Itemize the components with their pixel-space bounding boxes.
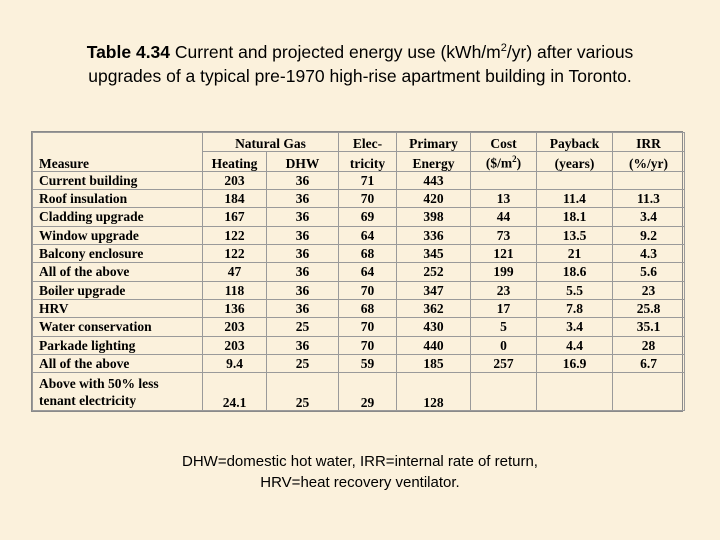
cell-measure: Water conservation [33, 318, 203, 336]
cell-heating: 24.1 [203, 373, 267, 411]
table-caption [20, 40, 700, 88]
cell-heating: 167 [203, 208, 267, 226]
cell-measure: Roof insulation [33, 189, 203, 207]
cell-irr: 35.1 [613, 318, 685, 336]
cell-measure: Balcony enclosure [33, 244, 203, 262]
cell-dhw: 36 [267, 336, 339, 354]
cell-electricity: 71 [339, 171, 397, 189]
cell-payback: 13.5 [537, 226, 613, 244]
header-payback-bottom: (years) [537, 152, 613, 172]
table-row [33, 171, 685, 189]
energy-use-table [32, 132, 685, 411]
cell-dhw: 36 [267, 244, 339, 262]
cell-heating: 136 [203, 299, 267, 317]
table-row [33, 299, 685, 317]
cell-measure [33, 373, 203, 411]
cell-dhw: 25 [267, 373, 339, 411]
cell-payback: 4.4 [537, 336, 613, 354]
cell-primary: 443 [397, 171, 471, 189]
table-row [33, 263, 685, 281]
header-primary-bottom: Energy [397, 152, 471, 172]
caption-line-1 [20, 40, 700, 64]
header-irr-bottom: (%/yr) [613, 152, 685, 172]
cell-irr: 9.2 [613, 226, 685, 244]
cell-heating: 203 [203, 318, 267, 336]
cell-primary: 128 [397, 373, 471, 411]
energy-table-container [31, 131, 683, 412]
cell-cost: 13 [471, 189, 537, 207]
caption-superscript: 2 [500, 42, 507, 55]
cell-electricity: 64 [339, 263, 397, 281]
table-number: Table 4.34 [86, 42, 171, 62]
cell-payback: 5.5 [537, 281, 613, 299]
table-row [33, 189, 685, 207]
header-primary-top: Primary [397, 133, 471, 152]
cell-payback [537, 171, 613, 189]
caption-line-2: upgrades of a typical pre-1970 high-rise apartment building in Toronto. [88, 66, 632, 86]
header-cost-top: Cost [471, 133, 537, 152]
table-row [33, 244, 685, 262]
cell-payback: 16.9 [537, 354, 613, 372]
cell-dhw: 25 [267, 354, 339, 372]
cell-irr: 25.8 [613, 299, 685, 317]
cell-irr: 5.6 [613, 263, 685, 281]
cell-heating: 203 [203, 336, 267, 354]
cell-heating: 118 [203, 281, 267, 299]
header-cost-bottom [471, 152, 537, 172]
cell-irr: 6.7 [613, 354, 685, 372]
cell-electricity: 68 [339, 299, 397, 317]
cost-unit-prefix: ($/m [485, 155, 513, 171]
cell-electricity: 70 [339, 318, 397, 336]
cell-cost: 73 [471, 226, 537, 244]
cell-cost: 17 [471, 299, 537, 317]
measure-line-2: tenant electricity [39, 392, 137, 408]
cell-payback: 18.1 [537, 208, 613, 226]
cell-payback: 18.6 [537, 263, 613, 281]
cell-measure: Current building [33, 171, 203, 189]
caption-text-end: /yr) after various [506, 42, 634, 62]
header-irr-top: IRR [613, 133, 685, 152]
cell-measure: Boiler upgrade [33, 281, 203, 299]
cell-dhw: 36 [267, 281, 339, 299]
cell-dhw: 36 [267, 263, 339, 281]
cell-measure: Window upgrade [33, 226, 203, 244]
footnote-line-1: DHW=domestic hot water, IRR=internal rate of return, [182, 453, 538, 470]
header-payback-top: Payback [537, 133, 613, 152]
table-row [33, 226, 685, 244]
cell-dhw: 36 [267, 189, 339, 207]
cell-payback [537, 373, 613, 411]
table-row [33, 318, 685, 336]
cell-electricity: 29 [339, 373, 397, 411]
cell-primary: 336 [397, 226, 471, 244]
table-body [33, 171, 685, 411]
cell-dhw: 36 [267, 299, 339, 317]
cell-heating: 184 [203, 189, 267, 207]
cell-payback: 3.4 [537, 318, 613, 336]
cost-unit-sup: 2 [512, 154, 517, 164]
cost-unit-suffix: ) [516, 155, 522, 171]
cell-measure: Parkade lighting [33, 336, 203, 354]
header-dhw: DHW [267, 152, 339, 172]
header-natural-gas: Natural Gas [203, 133, 339, 152]
cell-heating: 9.4 [203, 354, 267, 372]
cell-electricity: 68 [339, 244, 397, 262]
cell-dhw: 36 [267, 226, 339, 244]
table-row [33, 336, 685, 354]
footnote-line-2: HRV=heat recovery ventilator. [260, 474, 460, 491]
cell-irr: 28 [613, 336, 685, 354]
cell-cost: 0 [471, 336, 537, 354]
cell-heating: 122 [203, 226, 267, 244]
cell-measure: All of the above [33, 354, 203, 372]
cell-primary: 185 [397, 354, 471, 372]
cell-electricity: 70 [339, 281, 397, 299]
cell-cost: 5 [471, 318, 537, 336]
cell-primary: 398 [397, 208, 471, 226]
cell-cost: 199 [471, 263, 537, 281]
cell-cost: 23 [471, 281, 537, 299]
cell-heating: 122 [203, 244, 267, 262]
table-row [33, 281, 685, 299]
cell-cost [471, 171, 537, 189]
header-electricity-bottom: tricity [339, 152, 397, 172]
cell-electricity: 59 [339, 354, 397, 372]
cell-cost: 121 [471, 244, 537, 262]
table-row [33, 208, 685, 226]
cell-measure: All of the above [33, 263, 203, 281]
cell-primary: 347 [397, 281, 471, 299]
cell-dhw: 36 [267, 171, 339, 189]
measure-line-1: Above with 50% less [39, 375, 159, 391]
cell-measure: Cladding upgrade [33, 208, 203, 226]
cell-primary: 420 [397, 189, 471, 207]
cell-payback: 21 [537, 244, 613, 262]
cell-primary: 345 [397, 244, 471, 262]
cell-dhw: 25 [267, 318, 339, 336]
cell-primary: 430 [397, 318, 471, 336]
cell-electricity: 69 [339, 208, 397, 226]
table-row-tenant-electricity [33, 373, 685, 411]
cell-measure: HRV [33, 299, 203, 317]
cell-heating: 47 [203, 263, 267, 281]
cell-cost: 44 [471, 208, 537, 226]
header-measure: Measure [33, 133, 203, 172]
cell-heating: 203 [203, 171, 267, 189]
header-row-1 [33, 133, 685, 152]
cell-electricity: 64 [339, 226, 397, 244]
cell-irr: 3.4 [613, 208, 685, 226]
cell-payback: 11.4 [537, 189, 613, 207]
cell-primary: 440 [397, 336, 471, 354]
cell-irr: 4.3 [613, 244, 685, 262]
caption-text: Current and projected energy use (kWh/m [170, 42, 501, 62]
table-row [33, 354, 685, 372]
cell-cost: 257 [471, 354, 537, 372]
header-electricity-top: Elec- [339, 133, 397, 152]
cell-payback: 7.8 [537, 299, 613, 317]
cell-electricity: 70 [339, 336, 397, 354]
cell-irr [613, 171, 685, 189]
cell-dhw: 36 [267, 208, 339, 226]
cell-irr: 11.3 [613, 189, 685, 207]
cell-cost [471, 373, 537, 411]
cell-primary: 252 [397, 263, 471, 281]
cell-irr: 23 [613, 281, 685, 299]
cell-electricity: 70 [339, 189, 397, 207]
header-heating: Heating [203, 152, 267, 172]
footnote [20, 451, 700, 493]
cell-irr [613, 373, 685, 411]
cell-primary: 362 [397, 299, 471, 317]
